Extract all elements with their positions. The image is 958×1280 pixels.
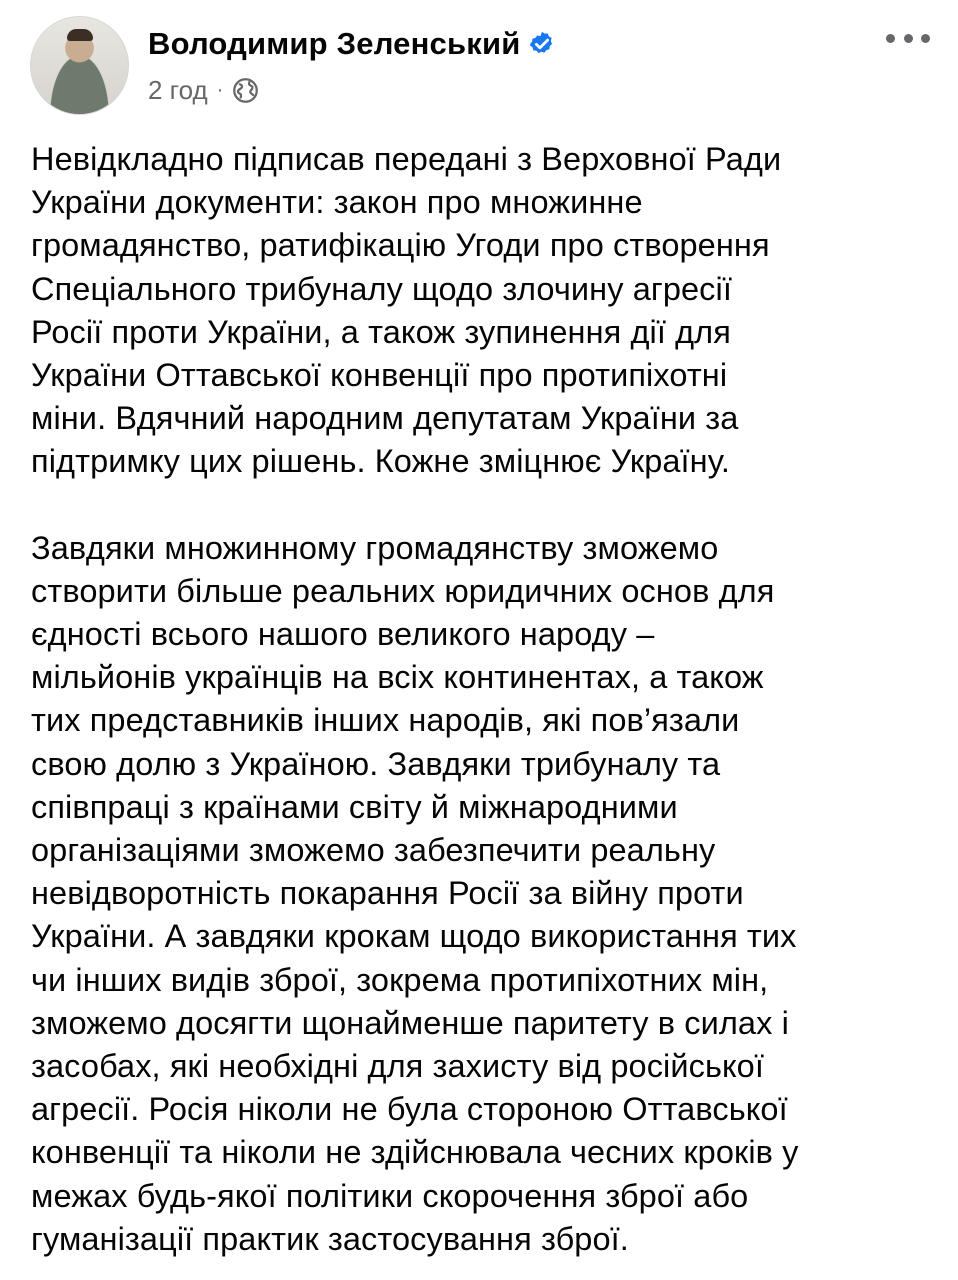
text-line: єдності всього нашого великого народу – xyxy=(31,616,655,653)
more-dot-1 xyxy=(886,34,895,43)
text-line: конвенції та ніколи не здійснювала чесних кроків у xyxy=(31,1134,799,1171)
text-line: агресії. Росія ніколи не була стороною Оттавської xyxy=(31,1091,788,1128)
more-options-icon[interactable] xyxy=(886,30,930,46)
post-meta xyxy=(148,74,259,106)
text-line: межах будь-якої політики скорочення зброї або xyxy=(31,1177,749,1214)
author-line xyxy=(148,24,556,64)
text-line: громадянство, ратифікацію Угоди про створення xyxy=(31,227,770,264)
globe-icon[interactable] xyxy=(232,77,259,104)
text-line: зможемо досягти щонайменше паритету в силах і xyxy=(31,1004,789,1041)
text-line: мільйонів українців на всіх континентах, а також xyxy=(31,659,764,696)
text-line: Завдяки множинному громадянству зможемо xyxy=(31,529,719,566)
text-line: міни. Вдячний народним депутатам України за xyxy=(31,400,739,437)
text-line: організаціями зможемо забезпечити реальну xyxy=(31,832,716,869)
text-line: Росії проти України, а також зупинення дії для xyxy=(31,313,731,350)
text-line: Невідкладно підписав передані з Верховної Ради xyxy=(31,141,782,177)
text-line: засобах, які необхідні для захисту від російської xyxy=(31,1048,764,1085)
text-line: України. А завдяки крокам щодо використання тих xyxy=(31,918,797,955)
text-line: свою долю з Україною. Завдяки трибуналу та xyxy=(31,745,721,782)
text-line: тих представників інших народів, які пов’язали xyxy=(31,702,740,739)
text-line: співпраці з країнами світу й міжнародними xyxy=(31,788,678,825)
paragraph-1 xyxy=(31,138,936,484)
author-name[interactable]: Володимир Зеленський xyxy=(148,26,521,61)
text-line: України документи: закон про множинне xyxy=(31,184,643,221)
verified-badge-icon xyxy=(528,30,556,58)
post-text xyxy=(31,138,936,1261)
more-dot-3 xyxy=(921,34,930,43)
text-line: підтримку цих рішень. Кожне зміцнює Україну. xyxy=(31,443,730,480)
text-line: створити більше реальних юридичних основ для xyxy=(31,572,775,609)
post-header xyxy=(30,16,930,116)
text-line: невідворотність покарання Росії за війну проти xyxy=(31,875,744,912)
avatar-hair-shape xyxy=(67,29,93,41)
text-line: України Оттавської конвенції про протипіхотні xyxy=(31,357,728,394)
paragraph-2 xyxy=(31,527,936,1261)
author-avatar[interactable] xyxy=(30,16,129,115)
post-time[interactable]: 2 год xyxy=(148,74,208,105)
text-line: гуманізації практик застосування зброї. xyxy=(31,1220,629,1257)
text-line: Спеціального трибуналу щодо злочину агресії xyxy=(31,270,732,307)
text-line: чи інших видів зброї, зокрема протипіхотних мін, xyxy=(31,961,769,998)
more-dot-2 xyxy=(904,34,913,43)
meta-separator: · xyxy=(216,78,224,101)
